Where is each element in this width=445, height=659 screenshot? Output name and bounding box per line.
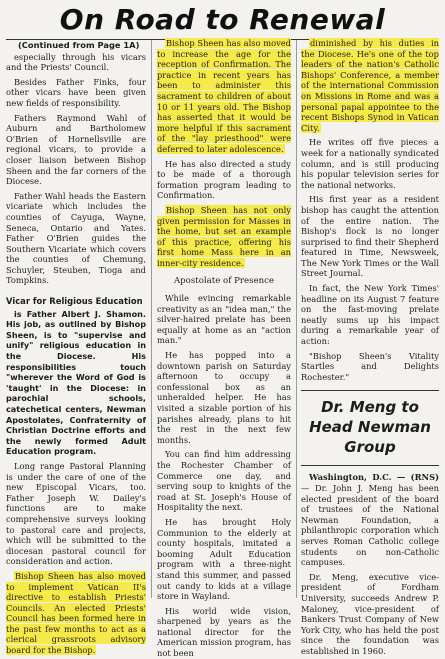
col2-paragraph-7: He has brought Holy Communion to the elderly at county hospitals, imitated a booming Adult Education program with a three-night stand this summer, and passed out candy to kids at a village store in Wayland. [157, 516, 291, 602]
col2-paragraph-3 [157, 205, 291, 269]
col1-paragraph-6: Long range Pastoral Planning is under the care of one of the new Episcopal Vicars, too. Father Joseph W. Dailey's functions are to make comprehensive surveys looking to pastoral care and projects, which will be submitted to the diocesan pastoral council for consideration and action. [6, 460, 146, 567]
col2-highlight-1: Bishop Sheen has also moved to increase the age for the reception of Confirmation. The practice in recent years has been to administer this sacrament to children of about 10 or 11 years old. The Bishop has asserted that it would be more helpful if this sacrament of the "lay priesthood" were deferred to later adolescence. [157, 38, 291, 154]
col2-paragraph-5: He has popped into a downtown parish on Saturday afternoon to occupy a confessional box as an unheralded helper. He has visited a sizable portion of his parishes already, plans to hit the rest in the next few months. [157, 350, 291, 445]
col3-paragraph-5: "Bishop Sheen's Vitality Startles and Delights Rochester." [301, 350, 439, 382]
col2-paragraph-8: His world wide vision, sharpened by years as the national director for the American mission program, has not been [157, 605, 291, 659]
dateline: Washington, D.C. — (RNS) [309, 472, 439, 483]
col3-paragraph-7: Dr. Meng, executive vice-president of Fordham University, succeeds Andrew P. Maloney, vice-president of Bankers Trust Company of New York City, who has held the post since the foundation was established in 1960. [301, 571, 439, 656]
col2-paragraph-2: He has also directed a study to be made of a thorough formation program leading to Confirmation. [157, 158, 291, 201]
col1-paragraph-3: Fathers Raymond Wahl of Auburn and Bartholomew O'Brien of Hornellsville are regional vicars, to provide a closer liaison between Bishop Sheen and the far corners of the Diocese. [6, 112, 146, 187]
col3-highlight: diminished by his duties in the Diocese. He's one of the top leaders of the nation's Catholic Bishops' Conference, a member of the international Commission on Missions in Rome and was a personal papal appointee to the recent Bishops Synod in Vatican City. [301, 38, 439, 133]
continued-note: (Continued from Page 1A) [18, 40, 140, 50]
column-3 [301, 38, 439, 656]
column-2 [157, 38, 291, 659]
col1-paragraph-5: is Father Albert J. Shamon. His job, as outlined by Bishop Sheen, is to "supervise and unify" religious education in the Diocese. His responsibilities touch "wherever the Word of God is 'taught' in the Diocese: in parochial schools, catechetical centers, Newman Apostolates, Confraternity of Christian Doctrine efforts and the newly formed Adult Education program. [6, 308, 146, 457]
col1-subhead: Vicar for Religious Education [6, 296, 143, 307]
col2-paragraph-4: While evincing remarkable creativity as an "idea man," the silver-haired prelate has been equally at home as an "action man." [157, 293, 291, 346]
col3-paragraph-4: In fact, the New York Times' headline on its August 7 feature on the fast-moving prelate neatly sums up his impact during a remarkable year of action: [301, 283, 439, 347]
column-divider-1 [151, 40, 152, 598]
section-rule-2 [301, 465, 439, 466]
sidebar-headline: Dr. Meng to Head Newman Group [309, 398, 431, 457]
col3-paragraph-2: He writes off five pieces a week for a nationally syndicated column, and is still producing his popular television series for the national networks. [301, 137, 439, 190]
col2-highlight-2: Bishop Sheen has not only given permission for Masses in the home, but set an example of this practice, offering his first home Mass here in an inner-city residence. [157, 204, 291, 268]
col3-paragraph-6 [301, 472, 439, 567]
col3-paragraph-3: His first year as a resident bishop has caught the attention of the entire nation. The Bishop's flock is no longer surprised to find their Shepherd featured in Time, Newsweek, The New York Times or the Wall Street Journal. [301, 194, 439, 279]
col1-paragraph-1: especially through his vicars and the Priests' Council. [6, 51, 146, 73]
col2-subhead: Apostolate of Presence [173, 276, 275, 287]
column-1 [6, 38, 146, 656]
col2-paragraph-6: You can find him addressing the Rochester Chamber of Commerce one day, and serving soup to knights of the road at St. Joseph's House of Hospitality the next. [157, 449, 291, 513]
col2-paragraph-1 [157, 38, 291, 155]
col1-highlight: Bishop Sheen has also moved to implement Vatican II's directive to establish Priests' Councils. An elected Priests' Council has been formed here in the past few months to act as a clerical grassroots advisory board for the Bishop. [6, 570, 146, 656]
col1-paragraph-4: Father Wahl heads the Eastern vicariate which includes the counties of Cayuga, Wayne, Seneca, Ontario and Yates. Father O'Brien guides the Southern Vicariate which covers the counties of Chemung, Schuyler, Steuben, Tioga and Tompkins. [6, 190, 146, 286]
section-rule [301, 390, 439, 391]
col1-paragraph-2: Besides Father Finks, four other vicars have been given new fields of responsibility. [6, 76, 146, 108]
column-divider-2 [296, 40, 297, 598]
headline: On Road to Renewal [59, 3, 386, 36]
col1-paragraph-7 [6, 571, 146, 656]
col3-paragraph-6-text: — Dr. John J. Meng has been elected president of the board of trustees of the National Newman Foundation, a philanthropic corporation which serves Roman Catholic college students on non-Catholic campuses. [301, 483, 439, 568]
col3-paragraph-1 [301, 38, 439, 133]
